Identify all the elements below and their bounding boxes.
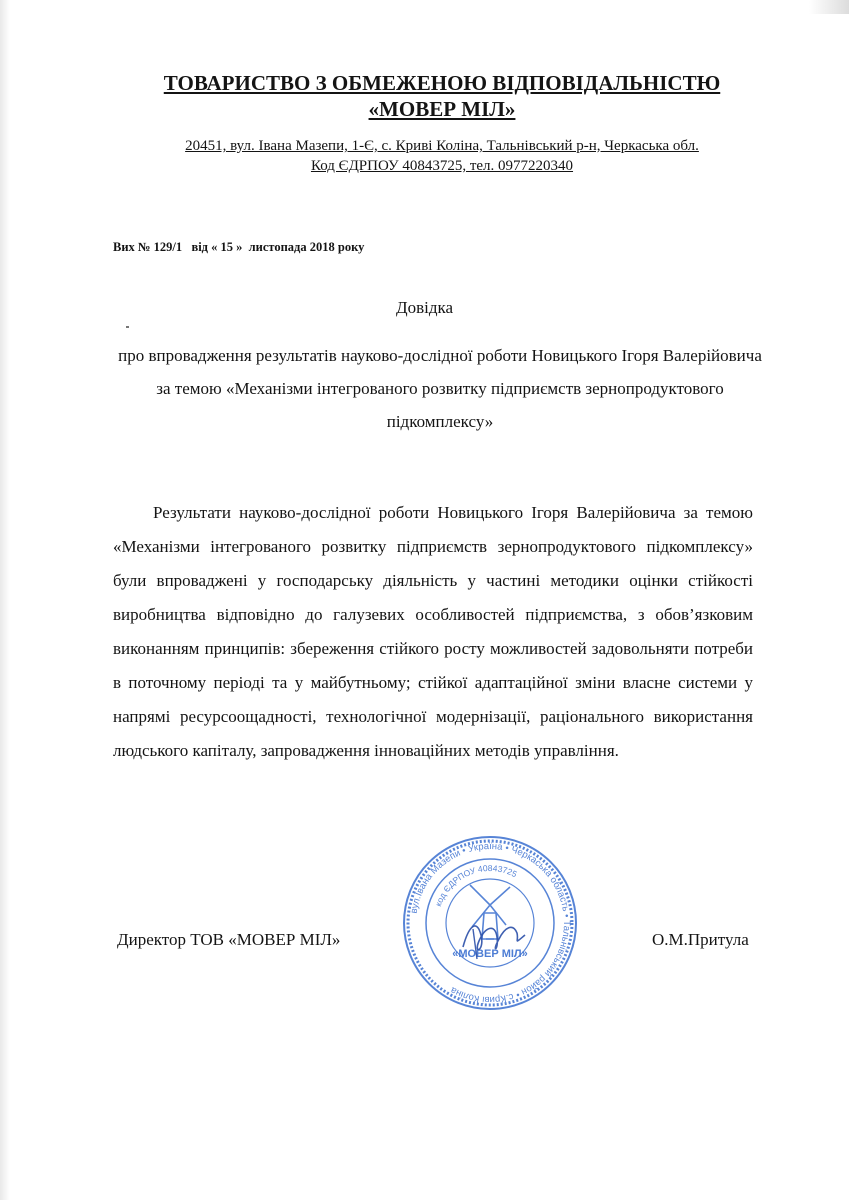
address-line1: 20451, вул. Івана Мазепи, 1-Є, с. Криві Коліна, Тальнівський р-н, Черкаська обл.: [185, 138, 699, 154]
document-body: Результати науково-дослідної роботи Новицького Ігоря Валерійовича за темою «Механізми інтегрованого розвитку підприємств зернопродуктового підкомплексу» були впроваджені у господарську діяльність у частині методики оцінки стійкості виробництва відповідно до галузевих особливостей підприємства, з обов’язковим виконанням принципів: збереження стійкого росту можливостей задовольняти потреби в поточному періоді та у майбутньому; стійкої адаптаційної зміни власне системи у напрямі ресурсоощадності, технологічної модернізації, раціонального використання людського капіталу, запровадження інноваційних методів управління.: [113, 503, 753, 760]
stamp-outer-text: вул.Івана Мазепи • Україна • Черкаська область • Тальнівський район • с.Криві Коліна: [408, 840, 573, 1006]
director-signature: [455, 905, 535, 965]
company-name: [60, 70, 824, 122]
address-line2: Код ЄДРПОУ 40843725, тел. 0977220340: [310, 158, 574, 174]
scan-mark: [126, 326, 129, 328]
company-name-line2: «МОВЕР МІЛ»: [368, 97, 516, 121]
outgoing-number: Вих № 129/1 від « 15 » листопада 2018 року: [113, 240, 365, 254]
scan-corner: [809, 0, 849, 14]
svg-text:код ЄДРПОУ 40843725: [433, 863, 519, 908]
document-title: Довідка: [395, 298, 454, 317]
document-subtitle: про впровадження результатів науково-дослідної роботи Новицького Ігоря Валерійовича за темою «Механізми інтегрованого розвитку підприємств зернопродуктового підкомплексу»: [118, 346, 762, 431]
company-address: [60, 136, 824, 176]
stamp-center-text: «МОВЕР МІЛ»: [452, 948, 528, 960]
signatory-name: О.М.Притула: [652, 930, 749, 949]
stamp-inner-text: код ЄДРПОУ 40843725: [432, 862, 519, 908]
company-name-line1: ТОВАРИСТВО З ОБМЕЖЕНОЮ ВІДПОВІДАЛЬНІСТЮ: [163, 71, 721, 95]
scan-edge: [0, 0, 10, 1200]
signatory-position: Директор ТОВ «МОВЕР МІЛ»: [117, 930, 341, 949]
